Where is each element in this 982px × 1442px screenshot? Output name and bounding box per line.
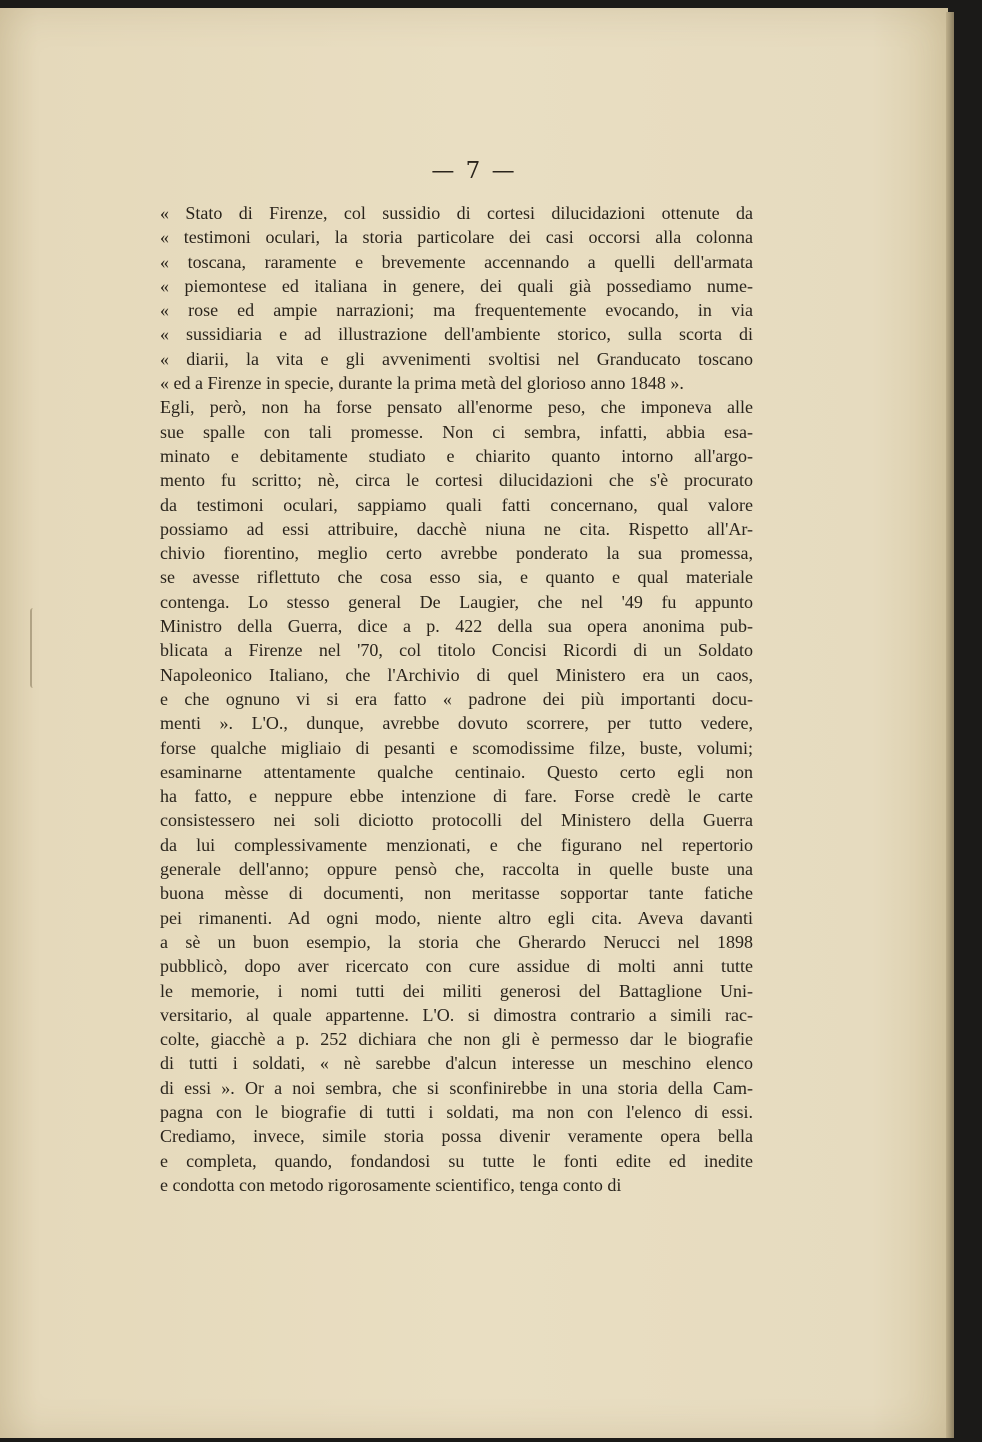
page-edge [946,12,954,1438]
text-line: « sussidiaria e ad illustrazione dell'ambiente storico, sulla scorta di [160,324,753,345]
text-line: pubblicò, dopo aver ricercato con cure assidue di molti anni tutte [160,956,753,977]
text-line: buona mèsse di documenti, non meritasse sopportar tante fatiche [160,883,753,904]
text-line: « diarii, la vita e gli avvenimenti svoltisi nel Granducato toscano [160,348,753,369]
text-line: mento fu scritto; nè, circa le cortesi dilucidazioni che s'è procurato [160,470,753,491]
text-line: pei rimanenti. Ad ogni modo, niente altro egli cita. Aveva davanti [160,907,753,928]
text-line: colte, giacchè a p. 252 dichiara che non gli è permesso dar le biografie [160,1029,753,1050]
text-line: esaminarne attentamente qualche centinaio. Questo certo egli non [160,761,753,782]
text-line: contenga. Lo stesso general De Laugier, che nel '49 fu appunto [160,591,753,612]
text-line: di essi ». Or a noi sembra, che si sconfinirebbe in una storia della Cam- [160,1077,753,1098]
text-line: chivio fiorentino, meglio certo avrebbe ponderato la sua promessa, [160,543,753,564]
text-line: Crediamo, invece, simile storia possa divenir veramente opera bella [160,1126,753,1147]
text-line: minato e debitamente studiato e chiarito quanto intorno all'argo- [160,445,753,466]
text-line: se avesse riflettuto che cosa esso sia, e quanto e qual materiale [160,567,753,588]
body-text [160,201,753,1197]
text-line: menti ». L'O., dunque, avrebbe dovuto scorrere, per tutto vedere, [160,713,753,734]
book-page [0,8,948,1438]
text-line: « ed a Firenze in specie, durante la prima metà del glorioso anno 1848 ». [160,373,684,394]
binding-thread-mark [30,608,38,688]
text-line: « Stato di Firenze, col sussidio di cortesi dilucidazioni ottenute da [160,203,753,223]
text-line: forse qualche migliaio di pesanti e scomodissime filze, buste, volumi; [160,737,753,758]
text-line: di tutti i soldati, « nè sarebbe d'alcun interesse un meschino elenco [160,1053,753,1074]
text-line: sue spalle con tali promesse. Non ci sembra, infatti, abbia esa- [160,421,753,442]
page-number: — 7 — [431,158,517,184]
text-line: a sè un buon esempio, la storia che Gherardo Nerucci nel 1898 [160,931,753,952]
text-line: « testimoni oculari, la storia particolare dei casi occorsi alla colonna [160,227,753,248]
text-line: blicata a Firenze nel '70, col titolo Concisi Ricordi di un Soldato [160,640,753,661]
text-line: generale dell'anno; oppure pensò che, raccolta in quelle buste una [160,859,753,880]
text-line: possiamo ad essi attribuire, dacchè niuna ne cita. Rispetto all'Ar- [160,518,753,539]
text-line: pagna con le biografie di tutti i soldati, ma non con l'elenco di essi. [160,1101,753,1122]
text-line: le memorie, i nomi tutti dei militi generosi del Battaglione Uni- [160,980,753,1001]
text-line: « rose ed ampie narrazioni; ma frequentemente evocando, in via [160,300,753,321]
text-line: Ministro della Guerra, dice a p. 422 della sua opera anonima pub- [160,616,753,637]
text-line: e condotta con metodo rigorosamente scientifico, tenga conto di [160,1174,622,1195]
text-line: consistessero nei soli diciotto protocolli del Ministero della Guerra [160,810,753,831]
text-line: ha fatto, e neppure ebbe intenzione di fare. Forse credè le carte [160,786,753,807]
text-line: da testimoni oculari, sappiamo quali fatti concernano, qual valore [160,494,753,515]
text-line: Napoleonico Italiano, che l'Archivio di quel Ministero era un caos, [160,664,753,685]
text-line: « piemontese ed italiana in genere, dei quali già possediamo nume- [160,275,753,296]
text-line: e completa, quando, fondandosi su tutte le fonti edite ed inedite [160,1150,753,1171]
text-line: « toscana, raramente e brevemente accennando a quelli dell'armata [160,251,753,272]
text-line: da lui complessivamente menzionati, e che figurano nel repertorio [160,834,753,855]
text-line: versitario, al quale appartenne. L'O. si dimostra contrario a simili rac- [160,1004,753,1025]
text-line: Egli, però, non ha forse pensato all'enorme peso, che imponeva alle [160,397,753,418]
text-line: e che ognuno vi si era fatto « padrone dei più importanti docu- [160,688,753,709]
